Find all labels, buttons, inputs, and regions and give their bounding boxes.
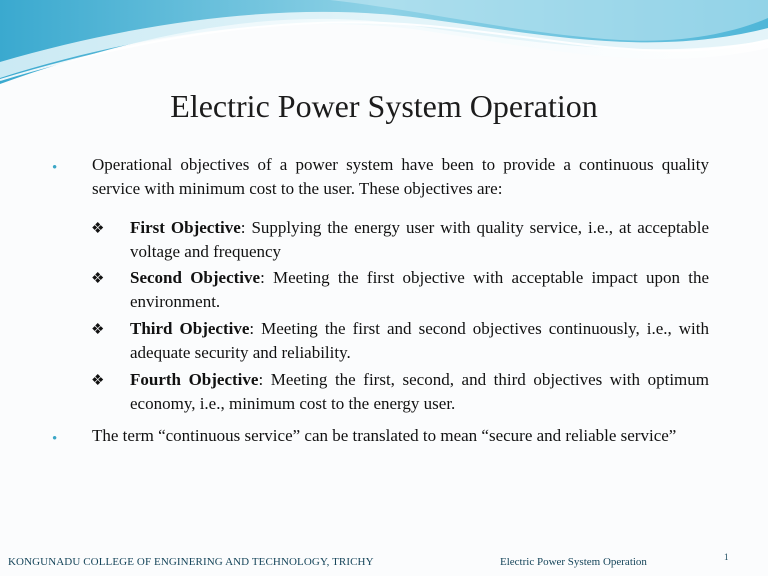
diamond-bullet-icon: ❖ bbox=[91, 221, 105, 237]
diamond-bullet-icon: ❖ bbox=[91, 322, 105, 338]
objective-label: Fourth Objective bbox=[130, 370, 259, 389]
diamond-bullet-icon: ❖ bbox=[91, 373, 105, 389]
objective-text: : Meeting the first objective with acceptable impact upon the environment. bbox=[130, 268, 709, 311]
objective-label: Third Objective bbox=[130, 319, 250, 338]
page-number: 1 bbox=[724, 552, 729, 562]
footer-institution: KONGUNADU COLLEGE OF ENGINERING AND TECHNOLOGY, TRICHY bbox=[8, 556, 374, 568]
bullet-text: The term “continuous service” can be translated to mean “secure and reliable service” bbox=[92, 426, 677, 445]
objective-label: Second Objective bbox=[130, 268, 261, 287]
header-wave-decoration bbox=[0, 0, 768, 90]
objective-item bbox=[130, 216, 709, 264]
bullet-icon: • bbox=[52, 160, 58, 176]
bullet-text: Operational objectives of a power system have been to provide a continuous quality service with minimum cost to the user. These objectives are: bbox=[92, 155, 709, 198]
bullet-icon: • bbox=[52, 431, 58, 447]
objective-item bbox=[130, 317, 709, 365]
objective-label: First Objective bbox=[130, 218, 241, 237]
objective-text: : Supplying the energy user with quality service, i.e., at acceptable voltage and frequency bbox=[130, 218, 709, 261]
slide-title: Electric Power System Operation bbox=[170, 88, 598, 124]
objective-text: : Meeting the first and second objectives continuously, i.e., with adequate security and reliability. bbox=[130, 319, 709, 362]
footer-title: Electric Power System Operation bbox=[500, 556, 647, 568]
objective-text: : Meeting the first, second, and third objectives with optimum economy, i.e., minimum cost to the energy user. bbox=[130, 370, 709, 413]
diamond-bullet-icon: ❖ bbox=[91, 271, 105, 287]
objective-item bbox=[130, 266, 709, 314]
objective-item bbox=[130, 368, 709, 416]
